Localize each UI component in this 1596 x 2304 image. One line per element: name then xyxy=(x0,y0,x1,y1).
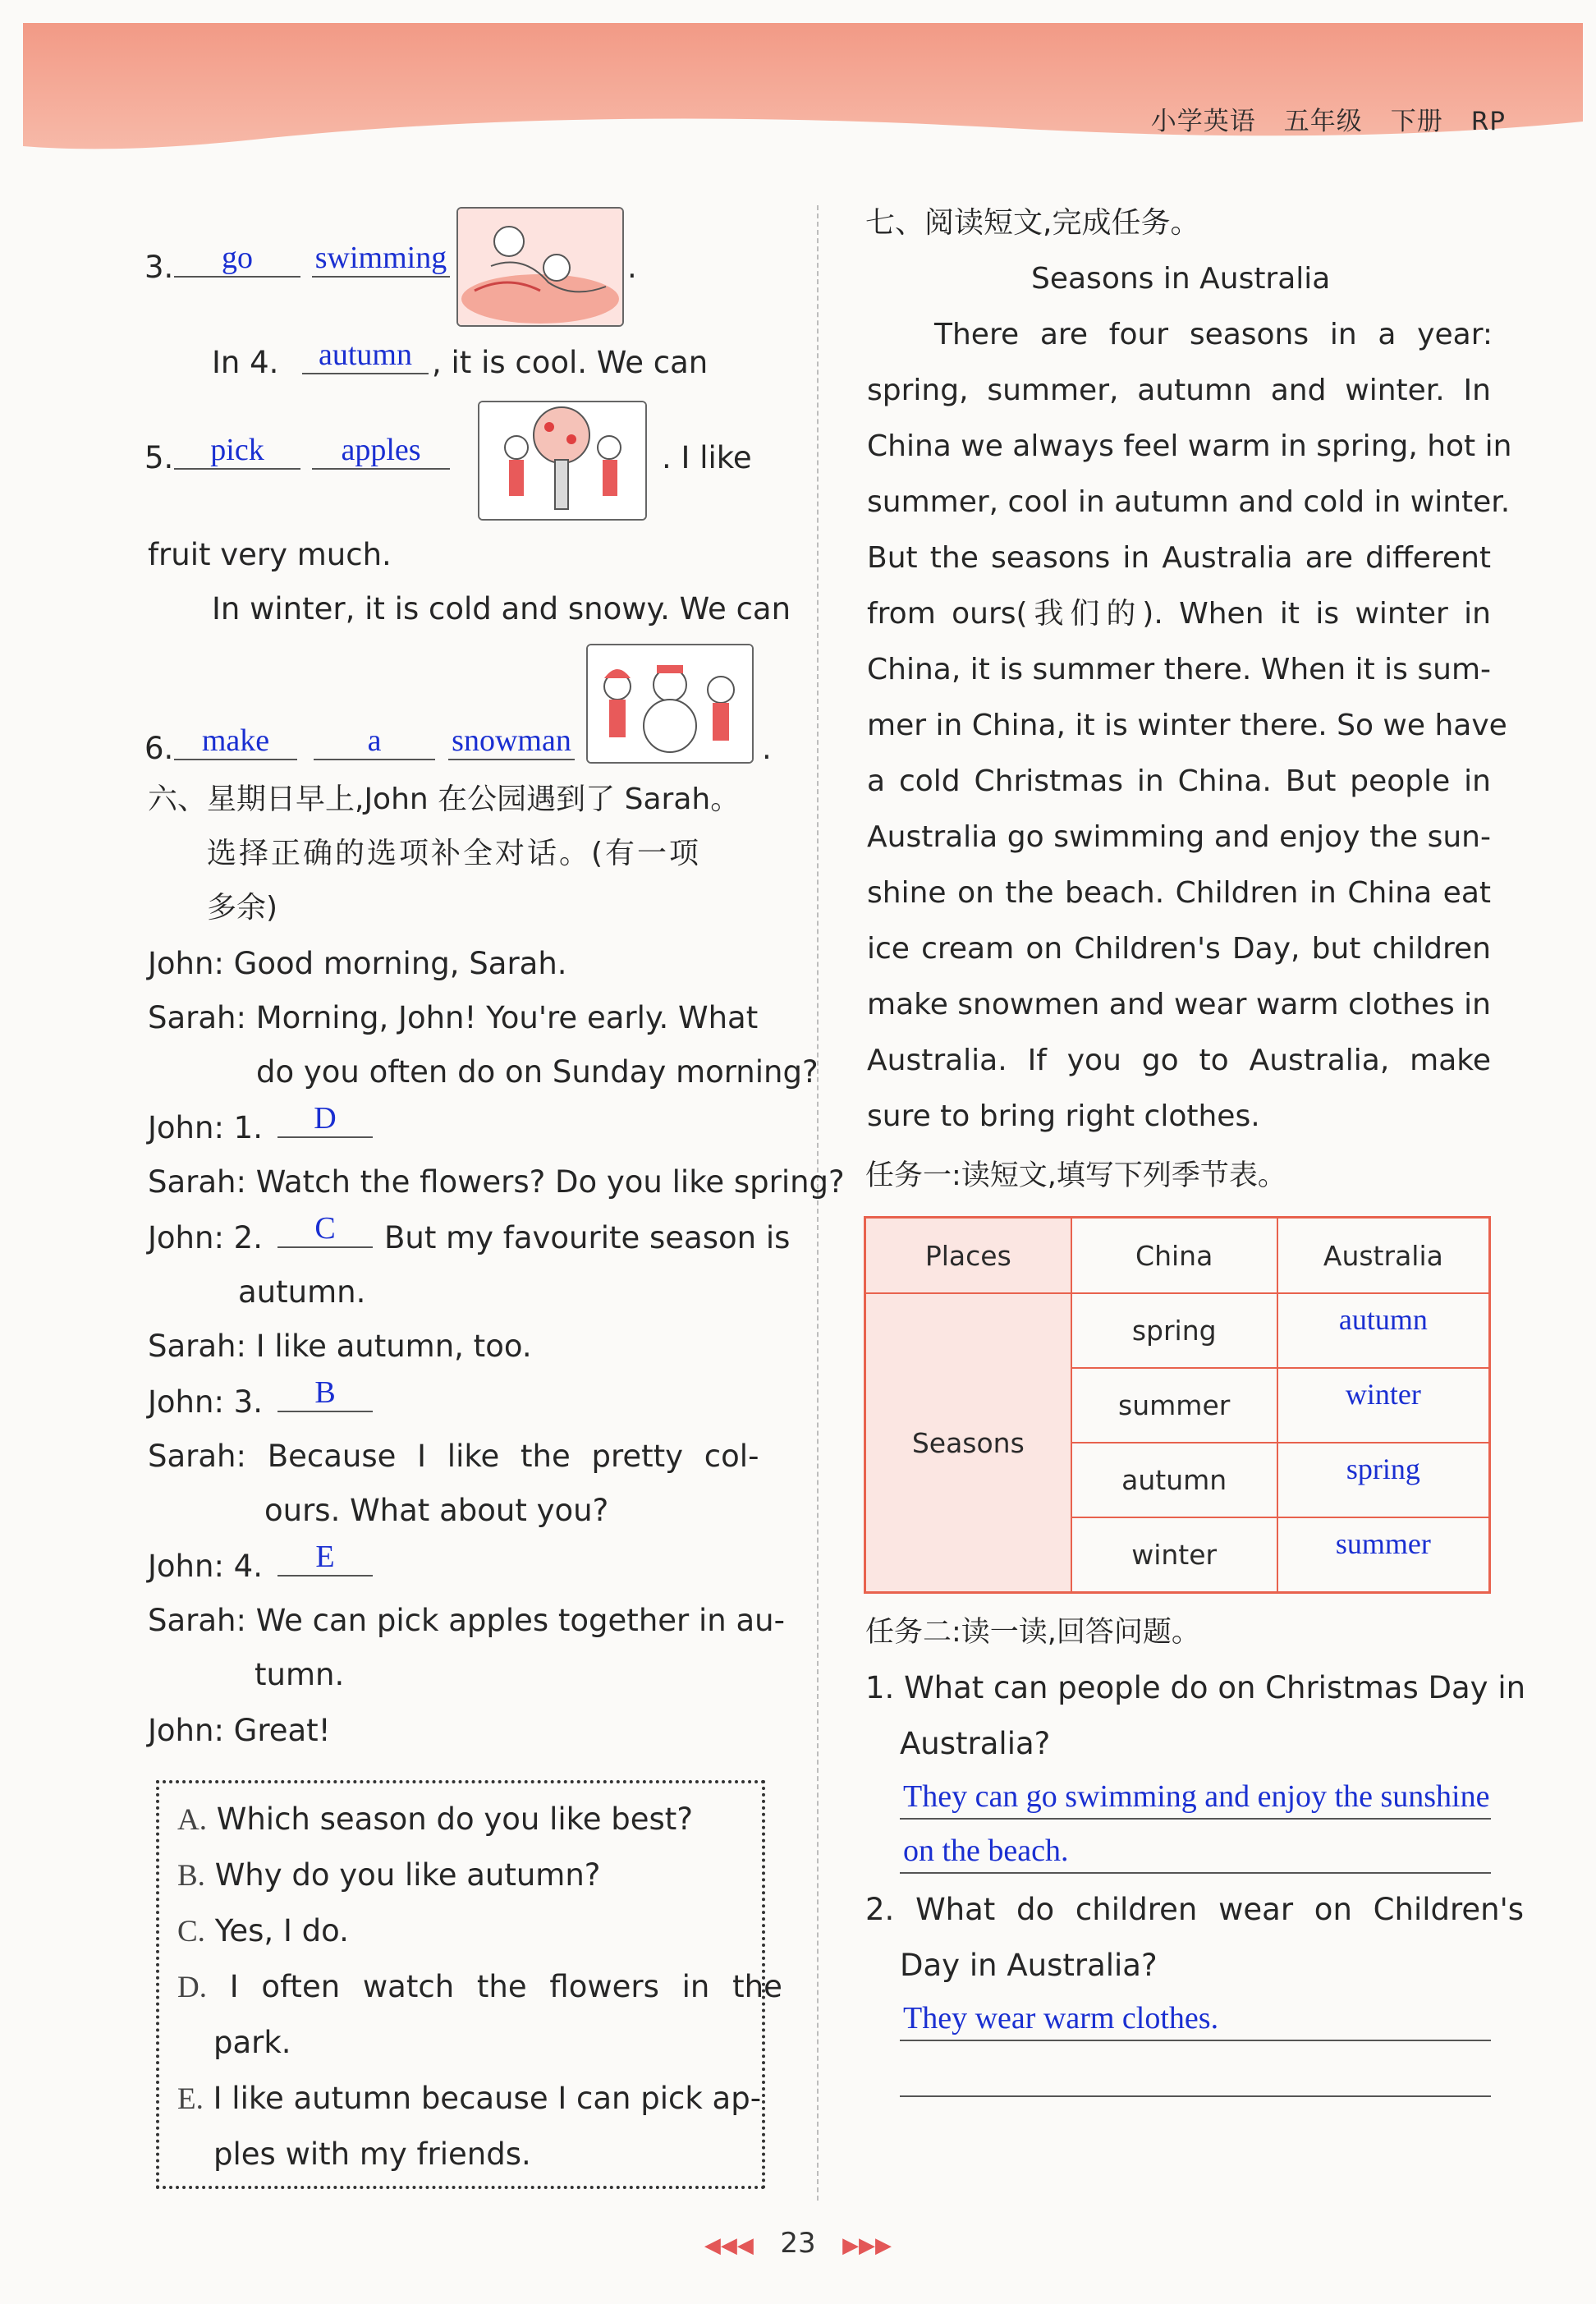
answer-2-line1: They wear warm clothes. xyxy=(903,2001,1219,2036)
next-arrows-icon: ▶▶▶ xyxy=(842,2233,892,2258)
answer-2-underline-1 xyxy=(900,2040,1491,2041)
seasons-label: Seasons xyxy=(865,1293,1071,1593)
dialogue-line-2: Sarah: Morning, John! You're early. What xyxy=(148,1000,759,1035)
options-box xyxy=(156,1780,782,2189)
page-number: 23 xyxy=(780,2227,816,2260)
passage-line: from ours(我们的). When it is winter in xyxy=(867,597,1491,631)
swimming-illustration xyxy=(458,209,622,325)
passage-line: ice cream on Children's Day, but children xyxy=(867,932,1491,966)
question-1-line2: Australia? xyxy=(900,1726,1051,1761)
q4-answer: autumn xyxy=(302,337,429,374)
dialogue-line-15: John: Great! xyxy=(148,1713,331,1748)
apple-picking-picture xyxy=(478,401,647,521)
passage-line: There are four seasons in a year: xyxy=(934,318,1493,351)
australia-season-4: summer xyxy=(1277,1517,1490,1593)
option-d-letter: D. xyxy=(177,1971,207,2004)
passage-line: a cold Christmas in China. But people in xyxy=(867,764,1491,798)
prev-arrows-icon: ◀◀◀ xyxy=(704,2233,754,2258)
option-e xyxy=(177,2081,761,2118)
q5-answer-1: pick xyxy=(174,432,300,470)
seasons-table xyxy=(864,1216,1491,1594)
passage-line: China we always feel warm in spring, hot in xyxy=(867,429,1512,463)
section7-title: 七、阅读短文,完成任务。 xyxy=(865,206,1200,240)
q5-answer-2: apples xyxy=(312,432,450,470)
dialogue-answer-4: E xyxy=(277,1539,373,1577)
dialogue-line-13: Sarah: We can pick apples together in au- xyxy=(148,1603,785,1638)
option-a-letter: A. xyxy=(177,1803,207,1837)
answer-2-underline-2 xyxy=(900,2095,1491,2097)
option-e-letter: E. xyxy=(177,2082,204,2116)
header-grade: 五年级 xyxy=(1283,107,1363,136)
q3-answer-2: swimming xyxy=(312,240,450,278)
q3-period: . xyxy=(627,250,637,285)
table-row xyxy=(865,1293,1490,1368)
snowman-picture xyxy=(586,644,754,764)
australia-season-1: autumn xyxy=(1277,1293,1490,1368)
snowman-illustration xyxy=(588,645,752,762)
q6-number: 6. xyxy=(144,731,174,766)
australia-season-2: winter xyxy=(1277,1368,1490,1443)
passage-line: summer, cool in autumn and cold in winter. xyxy=(867,485,1511,519)
answer-1-line1: They can go swimming and enjoy the sunshine xyxy=(903,1779,1490,1814)
passage-line: Australia. If you go to Australia, make xyxy=(867,1044,1491,1077)
option-a-text: Which season do you like best? xyxy=(216,1801,693,1837)
answer-1-underline-1 xyxy=(900,1818,1491,1820)
passage-line: sure to bring right clothes. xyxy=(867,1099,1260,1133)
option-b xyxy=(177,1857,600,1894)
passage-line: shine on the beach. Children in China eat xyxy=(867,876,1491,910)
q3-answer-1: go xyxy=(174,240,300,278)
australia-season-3: spring xyxy=(1277,1443,1490,1517)
dialogue-line-8: Sarah: I like autumn, too. xyxy=(148,1329,532,1364)
dialogue-line-7: autumn. xyxy=(238,1274,366,1310)
dialogue-line-10: Sarah: Because I like the pretty col- xyxy=(148,1439,759,1474)
dialogue-line-3: do you often do on Sunday morning? xyxy=(256,1054,819,1090)
passage-line: mer in China, it is winter there. So we have xyxy=(867,709,1507,742)
dialogue-line-11: ours. What about you? xyxy=(264,1493,609,1528)
passage-line: spring, summer, autumn and winter. In xyxy=(867,374,1491,407)
dialogue-answer-2: C xyxy=(277,1210,373,1248)
option-c xyxy=(177,1913,349,1950)
question-2-line2: Day in Australia? xyxy=(900,1948,1158,1983)
q4-suffix: , it is cool. We can xyxy=(432,345,709,380)
question-1-line1: 1. What can people do on Christmas Day in xyxy=(865,1670,1526,1705)
answer-1-underline-2 xyxy=(900,1872,1491,1874)
china-season-1: spring xyxy=(1071,1293,1277,1368)
q6-answer-2: a xyxy=(314,723,435,760)
passage-line: Australia go swimming and enjoy the sun- xyxy=(867,820,1491,854)
table-header-row xyxy=(865,1218,1490,1294)
option-b-letter: B. xyxy=(177,1859,205,1893)
header-title xyxy=(1123,100,1506,137)
q6-answer-3: snowman xyxy=(448,723,575,760)
question-2-line1: 2. What do children wear on Children's xyxy=(865,1892,1525,1927)
passage-line: But the seasons in Australia are different xyxy=(867,541,1491,575)
q5-continuation: fruit very much. xyxy=(148,537,392,572)
china-season-3: autumn xyxy=(1071,1443,1277,1517)
q3-number: 3. xyxy=(144,250,174,285)
dialogue-line-9: John: 3. xyxy=(148,1384,263,1420)
option-b-text: Why do you like autumn? xyxy=(214,1857,601,1893)
dialogue-line-14: tumn. xyxy=(255,1657,345,1692)
dialogue-line-6-cont: But my favourite season is xyxy=(384,1220,791,1255)
option-d-cont: park. xyxy=(213,2025,291,2060)
q6-answer-1: make xyxy=(174,723,297,760)
dialogue-line-12: John: 4. xyxy=(148,1549,263,1584)
header-australia: Australia xyxy=(1277,1218,1490,1294)
page-footer xyxy=(0,2227,1596,2260)
dialogue-line-5: Sarah: Watch the flowers? Do you like spring? xyxy=(148,1164,845,1200)
apple-picking-illustration xyxy=(479,402,645,519)
dialogue-line-1: John: Good morning, Sarah. xyxy=(148,946,567,981)
header-subject: 小学英语 xyxy=(1150,107,1256,136)
header-places: Places xyxy=(865,1218,1071,1294)
winter-line: In winter, it is cold and snowy. We can xyxy=(212,591,791,626)
column-divider xyxy=(817,205,819,2201)
answer-1-line2: on the beach. xyxy=(903,1834,1069,1868)
q5-number: 5. xyxy=(144,440,174,475)
dialogue-answer-3: B xyxy=(277,1375,373,1412)
option-c-text: Yes, I do. xyxy=(214,1913,349,1948)
section6-title-line2: 选择正确的选项补全对话。(有一项 xyxy=(207,837,702,870)
dialogue-answer-1: D xyxy=(277,1100,373,1138)
q5-suffix: . I like xyxy=(662,440,752,475)
header-edition: RP xyxy=(1470,107,1506,136)
option-d xyxy=(177,1969,782,2006)
header-china: China xyxy=(1071,1218,1277,1294)
swimming-picture xyxy=(456,207,624,327)
china-season-4: winter xyxy=(1071,1517,1277,1593)
section6-title-line1: 六、星期日早上,John 在公园遇到了 Sarah。 xyxy=(148,783,741,816)
header-term: 下册 xyxy=(1390,107,1443,136)
option-e-text: I like autumn because I can pick ap- xyxy=(213,2081,762,2116)
q6-period: . xyxy=(762,731,772,766)
option-c-letter: C. xyxy=(177,1915,205,1948)
option-a xyxy=(177,1801,693,1838)
section6-title-line3: 多余) xyxy=(207,891,278,925)
dialogue-line-4: John: 1. xyxy=(148,1110,263,1145)
passage-line: China, it is summer there. When it is sum- xyxy=(867,653,1491,686)
china-season-2: summer xyxy=(1071,1368,1277,1443)
option-e-cont: ples with my friends. xyxy=(213,2136,531,2172)
passage-line: make snowmen and wear warm clothes in xyxy=(867,988,1491,1021)
q4-prefix: In 4. xyxy=(212,345,279,380)
passage-title: Seasons in Australia xyxy=(1031,262,1331,296)
task2-title: 任务二:读一读,回答问题。 xyxy=(865,1616,1200,1649)
dialogue-line-6: John: 2. xyxy=(148,1220,263,1255)
task1-title: 任务一:读短文,填写下列季节表。 xyxy=(865,1159,1286,1192)
option-d-text: I often watch the flowers in the xyxy=(229,1969,782,2004)
